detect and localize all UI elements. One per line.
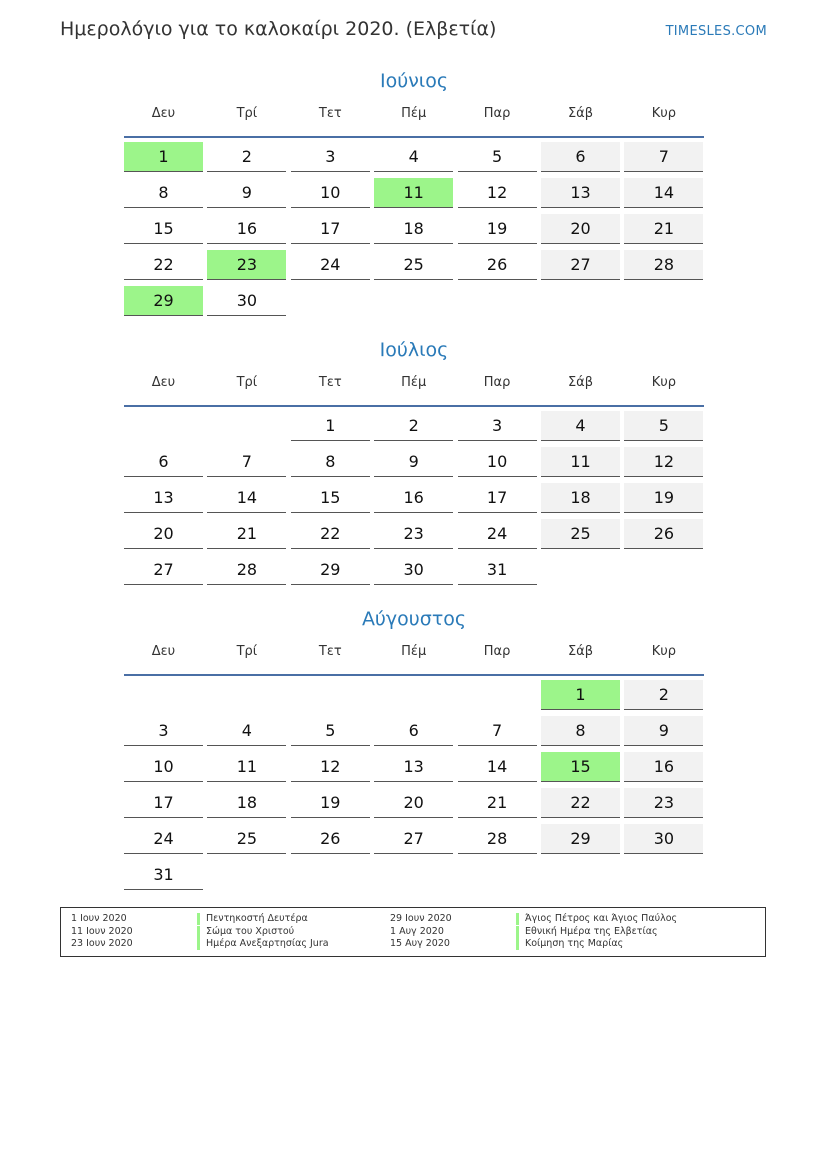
day-cell: 10 [458,447,537,477]
day-cell: 17 [458,483,537,513]
day-cell: 6 [124,447,203,477]
month-block [124,337,704,579]
day-cell: 14 [458,752,537,782]
weekday-label: Τετ [318,106,342,121]
day-cell: 18 [207,788,286,818]
legend-holiday-name: Σώμα του Χριστού [197,926,294,938]
weekday-label: Παρ [483,644,511,659]
day-cell: 3 [458,411,537,441]
day-cell: 18 [541,483,620,513]
weekday-header [124,644,704,674]
holiday-day-cell: 11 [374,178,453,208]
day-cell: 25 [374,250,453,280]
day-cell: 20 [374,788,453,818]
day-cell: 26 [458,250,537,280]
day-cell: 4 [374,142,453,172]
month-title: Αύγουστος [361,608,467,630]
day-cell: 30 [207,286,286,316]
day-cell: 6 [541,142,620,172]
day-cell: 15 [124,214,203,244]
day-cell: 20 [541,214,620,244]
day-cell: 26 [624,519,703,549]
day-cell: 23 [374,519,453,549]
day-cell: 29 [541,824,620,854]
day-cell: 27 [541,250,620,280]
day-cell: 7 [207,447,286,477]
header-divider [124,674,704,676]
weekday-label: Σάβ [567,106,594,121]
weekday-label: Σάβ [567,644,594,659]
day-cell: 16 [207,214,286,244]
legend-holiday-name: Ημέρα Ανεξαρτησίας Jura [197,938,329,950]
legend-date: 23 Ιουν 2020 [71,938,133,949]
weekday-label: Τρί [236,106,258,121]
day-cell: 6 [374,716,453,746]
page-title: Ημερολόγιο για το καλοκαίρι 2020. (Ελβετία) [60,18,497,40]
day-cell: 8 [291,447,370,477]
month-block [124,68,704,310]
day-cell: 30 [624,824,703,854]
weekday-label: Πέμ [401,106,427,121]
header-divider [124,405,704,407]
day-cell: 18 [374,214,453,244]
day-cell: 29 [291,555,370,585]
site-link[interactable]: TIMESLES.COM [665,24,767,39]
legend-date: 11 Ιουν 2020 [71,925,133,937]
day-cell: 2 [374,411,453,441]
day-cell: 5 [624,411,703,441]
legend-holiday-name: Άγιος Πέτρος και Άγιος Παύλος [516,913,677,925]
weekday-header [124,375,704,405]
weekday-label: Κυρ [651,375,677,390]
day-cell: 3 [291,142,370,172]
day-cell: 12 [624,447,703,477]
day-cell: 2 [624,680,703,710]
weekday-label: Δευ [151,375,176,390]
day-cell: 10 [124,752,203,782]
day-cell: 28 [207,555,286,585]
day-cell: 3 [124,716,203,746]
holiday-day-cell: 23 [207,250,286,280]
day-cell: 2 [207,142,286,172]
day-cell: 8 [541,716,620,746]
day-cell: 25 [207,824,286,854]
weekday-label: Τετ [318,375,342,390]
weekday-label: Παρ [483,375,511,390]
day-cell: 5 [458,142,537,172]
day-cell: 13 [124,483,203,513]
day-cell: 9 [207,178,286,208]
month-block [124,606,704,884]
day-cell: 27 [374,824,453,854]
day-cell: 17 [124,788,203,818]
day-cell: 19 [458,214,537,244]
day-cell: 16 [374,483,453,513]
weekday-label: Δευ [151,106,176,121]
weekday-header [124,106,704,136]
legend-holiday-name: Εθνική Ημέρα της Ελβετίας [516,926,658,938]
weekday-label: Σάβ [567,375,594,390]
weekday-label: Δευ [151,644,176,659]
day-cell: 4 [207,716,286,746]
day-cell: 26 [291,824,370,854]
day-cell: 31 [458,555,537,585]
day-cell: 19 [624,483,703,513]
holiday-day-cell: 1 [541,680,620,710]
day-cell: 13 [374,752,453,782]
day-cell: 28 [624,250,703,280]
weekday-label: Τρί [236,375,258,390]
day-cell: 11 [207,752,286,782]
day-cell: 28 [458,824,537,854]
weekday-label: Πέμ [401,644,427,659]
legend-date: 29 Ιουν 2020 [390,913,452,924]
holiday-legend [60,907,766,957]
legend-holiday-name: Πεντηκοστή Δευτέρα [197,913,308,925]
weekday-label: Κυρ [651,644,677,659]
day-cell: 12 [458,178,537,208]
day-cell: 22 [291,519,370,549]
month-title: Ιούλιος [379,339,449,361]
day-cell: 19 [291,788,370,818]
day-cell: 12 [291,752,370,782]
day-cell: 22 [541,788,620,818]
legend-holiday-name: Κοίμηση της Μαρίας [516,938,623,950]
day-cell: 30 [374,555,453,585]
day-cell: 25 [541,519,620,549]
day-cell: 8 [124,178,203,208]
day-cell: 10 [291,178,370,208]
day-cell: 9 [624,716,703,746]
day-cell: 24 [291,250,370,280]
header-divider [124,136,704,138]
day-cell: 21 [458,788,537,818]
day-cell: 16 [624,752,703,782]
day-cell: 14 [207,483,286,513]
weekday-label: Παρ [483,106,511,121]
day-cell: 11 [541,447,620,477]
month-title: Ιούνιος [379,70,449,92]
weekday-label: Πέμ [401,375,427,390]
day-cell: 21 [624,214,703,244]
day-cell: 24 [458,519,537,549]
weekday-label: Τετ [318,644,342,659]
day-cell: 22 [124,250,203,280]
day-cell: 1 [291,411,370,441]
weekday-label: Κυρ [651,106,677,121]
legend-date: 15 Αυγ 2020 [390,938,450,949]
holiday-day-cell: 29 [124,286,203,316]
day-cell: 9 [374,447,453,477]
holiday-day-cell: 15 [541,752,620,782]
legend-date: 1 Ιουν 2020 [71,913,127,924]
day-cell: 7 [624,142,703,172]
day-cell: 21 [207,519,286,549]
day-cell: 20 [124,519,203,549]
day-cell: 13 [541,178,620,208]
day-cell: 14 [624,178,703,208]
weekday-label: Τρί [236,644,258,659]
day-cell: 24 [124,824,203,854]
holiday-day-cell: 1 [124,142,203,172]
day-cell: 31 [124,860,203,890]
day-cell: 27 [124,555,203,585]
day-cell: 7 [458,716,537,746]
legend-date: 1 Αυγ 2020 [390,925,444,937]
day-cell: 17 [291,214,370,244]
day-cell: 4 [541,411,620,441]
day-cell: 15 [291,483,370,513]
day-cell: 5 [291,716,370,746]
day-cell: 23 [624,788,703,818]
